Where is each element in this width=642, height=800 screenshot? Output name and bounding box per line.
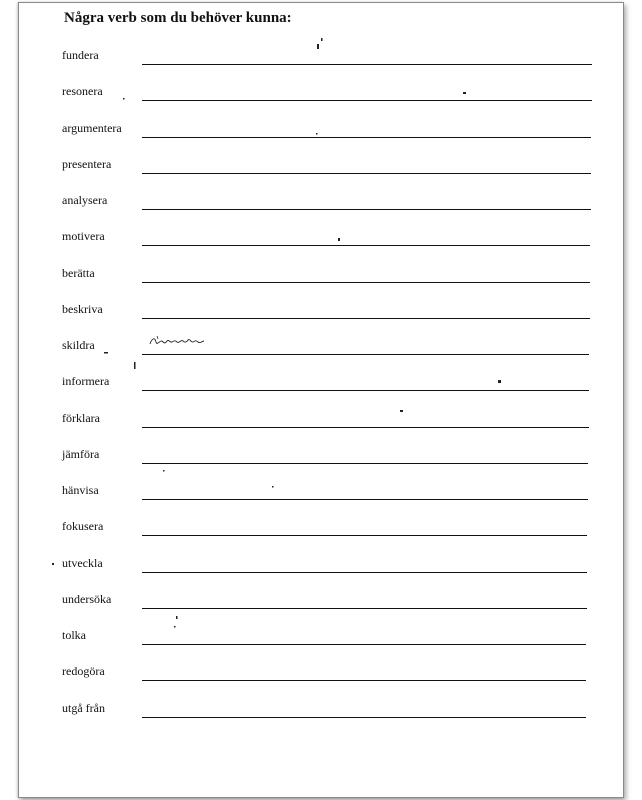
verb-label: analysera [62, 193, 108, 207]
verb-label: presentera [62, 156, 112, 171]
verb-label: beskriva [62, 301, 103, 316]
verb-label: förklara [62, 410, 100, 425]
verb-label: skildra [62, 338, 95, 352]
verb-label: informera [62, 374, 110, 389]
verb-label: utveckla [62, 555, 103, 570]
verb-label: redogöra [62, 664, 105, 679]
verb-label: jämföra [62, 446, 100, 461]
verb-label: fokusera [62, 519, 104, 534]
verb-label: berätta [62, 265, 95, 280]
verb-label: undersöka [62, 591, 112, 606]
verb-label: tolka [62, 628, 86, 642]
verb-label: resonera [62, 84, 103, 99]
verb-label: argumentera [62, 120, 122, 135]
verb-label: utgå från [62, 700, 105, 715]
verb-label: fundera [62, 48, 99, 62]
verb-label: motivera [62, 229, 105, 244]
verb-label: hänvisa [62, 483, 99, 497]
worksheet-title: Några verb som du behöver kunna: [64, 10, 292, 26]
